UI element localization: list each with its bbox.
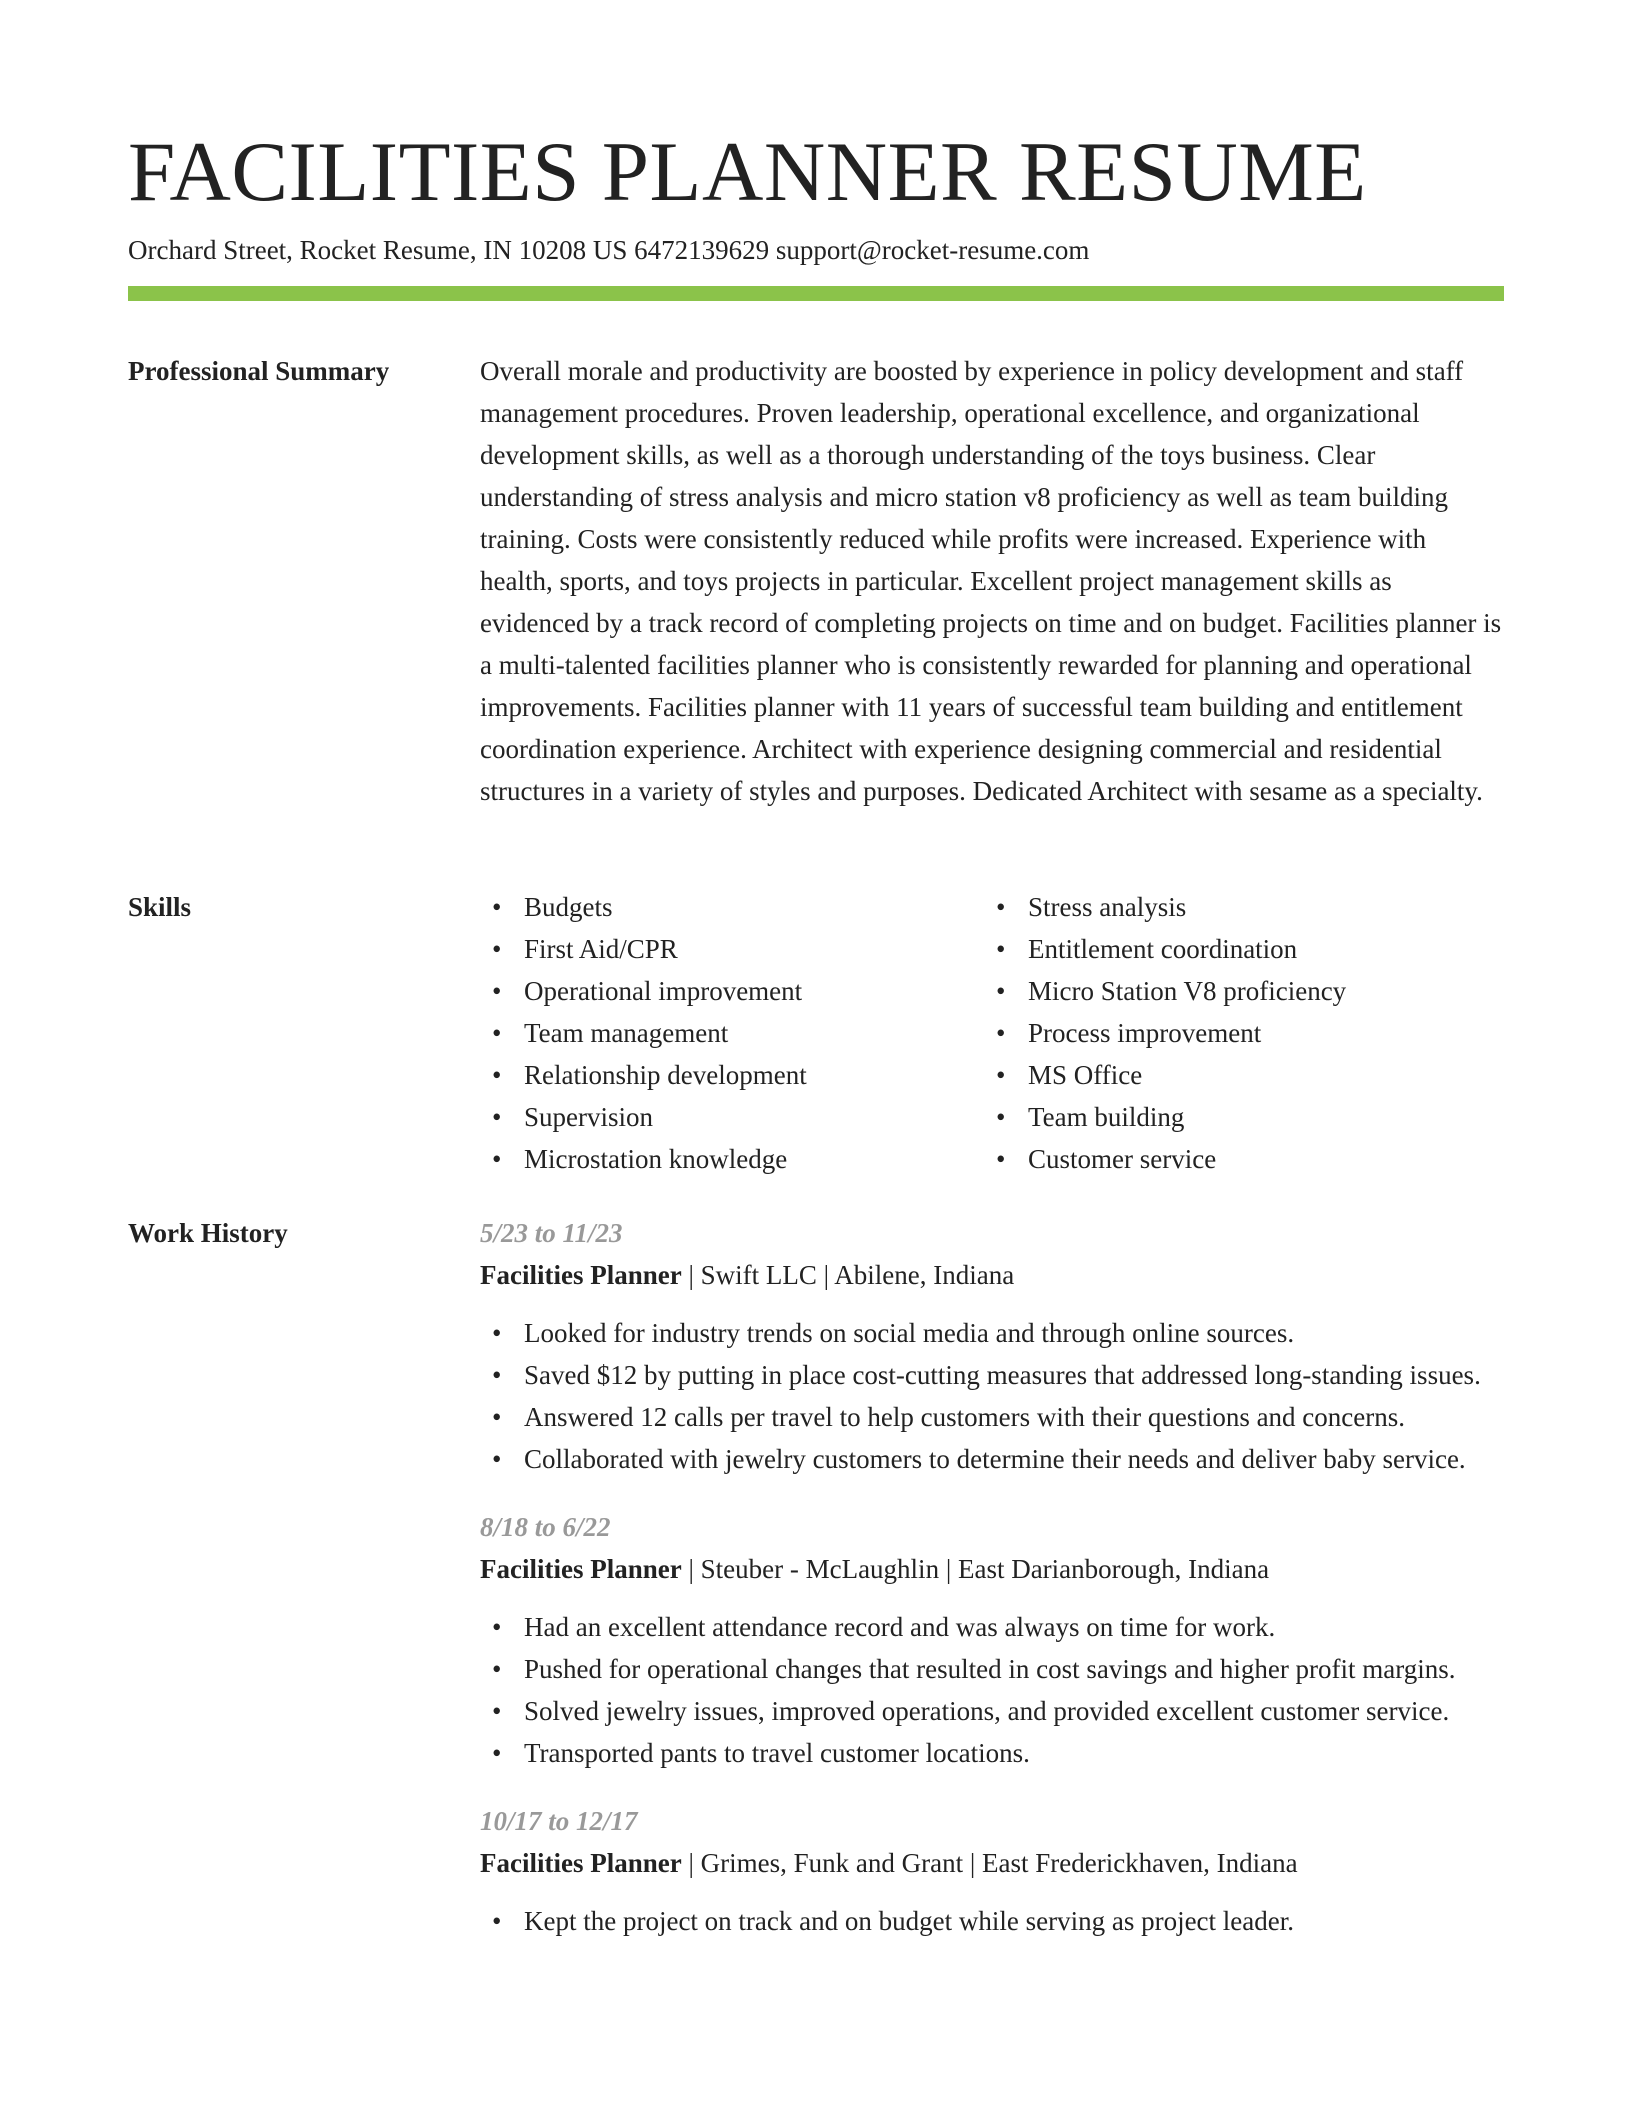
- job-entry: [480, 1506, 1504, 1774]
- skill-item: • Process improvement: [984, 1012, 1488, 1054]
- duty-item: • Solved jewelry issues, improved operations, and provided excellent customer service.: [480, 1690, 1504, 1732]
- job-heading: [480, 1254, 1504, 1296]
- job-heading: [480, 1842, 1504, 1884]
- skill-item: • Team building: [984, 1096, 1488, 1138]
- skill-item: • Budgets: [480, 886, 984, 928]
- duty-item: • Saved $12 by putting in place cost-cutting measures that addressed long-standing issues.: [480, 1354, 1504, 1396]
- skill-item: • Customer service: [984, 1138, 1488, 1180]
- skill-item: • Micro Station V8 proficiency: [984, 970, 1488, 1012]
- skill-item: • MS Office: [984, 1054, 1488, 1096]
- job-title: Facilities Planner: [480, 1848, 682, 1878]
- job-duties: [480, 1312, 1504, 1480]
- work-history-label: Work History: [128, 1218, 288, 1248]
- accent-divider: [128, 286, 1504, 301]
- duty-item: • Answered 12 calls per travel to help customers with their questions and concerns.: [480, 1396, 1504, 1438]
- job-title: Facilities Planner: [480, 1260, 682, 1290]
- duty-item: • Kept the project on track and on budget while serving as project leader.: [480, 1900, 1504, 1942]
- skill-item: • Operational improvement: [480, 970, 984, 1012]
- skill-item: • Stress analysis: [984, 886, 1488, 928]
- job-employer-location: | Swift LLC | Abilene, Indiana: [681, 1260, 1015, 1290]
- skill-item: • Entitlement coordination: [984, 928, 1488, 970]
- skill-item: • Team management: [480, 1012, 984, 1054]
- skill-item: • First Aid/CPR: [480, 928, 984, 970]
- job-title: Facilities Planner: [480, 1554, 682, 1584]
- resume-title: FACILITIES PLANNER RESUME: [128, 125, 1367, 219]
- job-employer-location: | Grimes, Funk and Grant | East Frederickhaven, Indiana: [681, 1848, 1298, 1878]
- skill-item: • Microstation knowledge: [480, 1138, 984, 1180]
- duty-item: • Transported pants to travel customer locations.: [480, 1732, 1504, 1774]
- job-dates: 5/23 to 11/23: [480, 1218, 623, 1248]
- job-entry: [480, 1212, 1504, 1480]
- job-duties: [480, 1900, 1504, 1942]
- duty-item: • Pushed for operational changes that resulted in cost savings and higher profit margins.: [480, 1648, 1504, 1690]
- skill-item: • Supervision: [480, 1096, 984, 1138]
- job-duties: [480, 1606, 1504, 1774]
- duty-item: • Collaborated with jewelry customers to determine their needs and deliver baby service.: [480, 1438, 1504, 1480]
- skill-item: • Relationship development: [480, 1054, 984, 1096]
- duty-item: • Looked for industry trends on social media and through online sources.: [480, 1312, 1504, 1354]
- job-dates: 10/17 to 12/17: [480, 1806, 638, 1836]
- job-entry: [480, 1800, 1504, 1942]
- job-dates: 8/18 to 6/22: [480, 1512, 611, 1542]
- contact-line: Orchard Street, Rocket Resume, IN 10208 US 6472139629 support@rocket-resume.com: [128, 235, 1090, 265]
- summary-text: Overall morale and productivity are boosted by experience in policy development and staff management procedures. Proven leadership, operational excellence, and organizational development skills, as well as a thorough understanding of the toys business. Clear understanding of stress analysis and micro station v8 proficiency as well as team building training. Costs were consistently reduced while profits were increased. Experience with health, sports, and toys projects in particular. Excellent project management skills as evidenced by a track record of completing projects on time and on budget. Facilities planner is a multi-talented facilities planner who is consistently rewarded for planning and operational improvements. Facilities planner with 11 years of successful team building and entitlement coordination experience. Architect with experience designing commercial and residential structures in a variety of styles and purposes. Dedicated Architect with sesame as a specialty.: [480, 356, 1502, 806]
- job-heading: [480, 1548, 1504, 1590]
- duty-item: • Had an excellent attendance record and was always on time for work.: [480, 1606, 1504, 1648]
- job-employer-location: | Steuber - McLaughlin | East Darianborough, Indiana: [681, 1554, 1270, 1584]
- skills-label: Skills: [128, 892, 192, 922]
- skills-list-right: [984, 886, 1488, 1180]
- skills-list-left: [480, 886, 984, 1180]
- summary-label: Professional Summary: [128, 356, 390, 386]
